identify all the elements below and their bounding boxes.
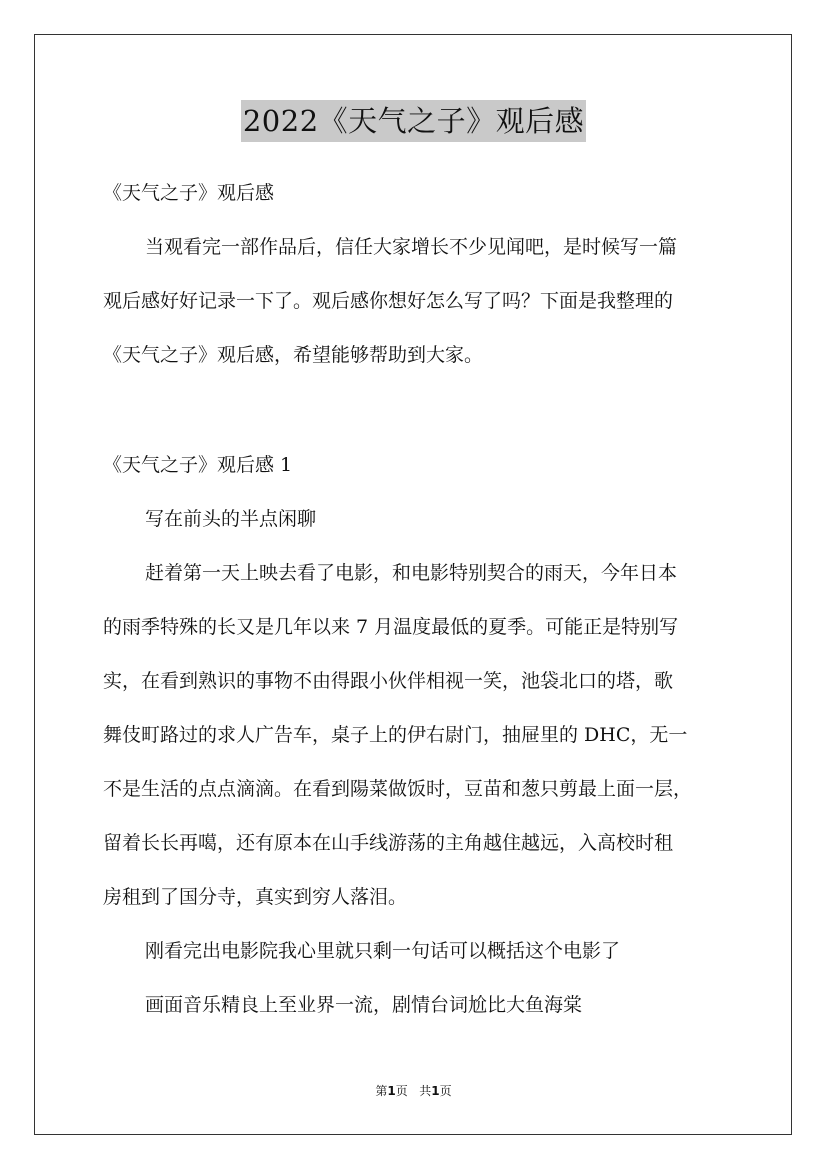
para1-line-4: 舞伎町路过的求人广告车，桌子上的伊右尉门，抽屉里的 DHC，无一	[103, 724, 688, 746]
page-label-suffix: 页	[395, 1084, 408, 1098]
para1-line-2: 的雨季特殊的长又是几年以来 7 月温度最低的夏季。可能正是特别写	[103, 616, 679, 638]
total-label-prefix: 共	[419, 1084, 432, 1098]
title-wrap	[0, 100, 827, 142]
page-label-prefix: 第	[375, 1084, 388, 1098]
total-label-suffix: 页	[439, 1084, 452, 1098]
para1-line-5: 不是生活的点点滴滴。在看到陽菜做饭时，豆苗和葱只剪最上面一层，	[103, 778, 693, 800]
subtitle: 《天气之子》观后感	[103, 182, 275, 204]
para1-line-6: 留着长长再噶，还有原本在山手线游荡的主角越住越远，入高校时租	[103, 832, 674, 854]
para2: 刚看完出电影院我心里就只剩一句话可以概括这个电影了	[145, 940, 621, 962]
section-subheading: 写在前头的半点闲聊	[145, 508, 317, 530]
page-number: 1	[387, 1084, 396, 1098]
para3: 画面音乐精良上至业界一流，剧情台词尬比大鱼海棠	[145, 994, 583, 1016]
section-heading: 《天气之子》观后感 1	[103, 454, 293, 476]
para1-line-3: 实，在看到熟识的事物不由得跟小伙伴相视一笑，池袋北口的塔，歌	[103, 670, 674, 692]
total-pages: 1	[431, 1084, 440, 1098]
intro-line-2: 观后感好好记录一下了。观后感你想好怎么写了吗？下面是我整理的	[103, 290, 674, 312]
intro-line-1: 当观看完一部作品后，信任大家增长不少见闻吧，是时候写一篇	[145, 236, 678, 258]
document-title: 2022《天气之子》观后感	[241, 100, 586, 142]
intro-line-3: 《天气之子》观后感，希望能够帮助到大家。	[103, 344, 484, 366]
para1-line-7: 房租到了国分寺，真实到穷人落泪。	[103, 886, 408, 908]
page-footer	[0, 1082, 827, 1099]
para1-line-1: 赶着第一天上映去看了电影，和电影特别契合的雨天，今年日本	[145, 562, 678, 584]
